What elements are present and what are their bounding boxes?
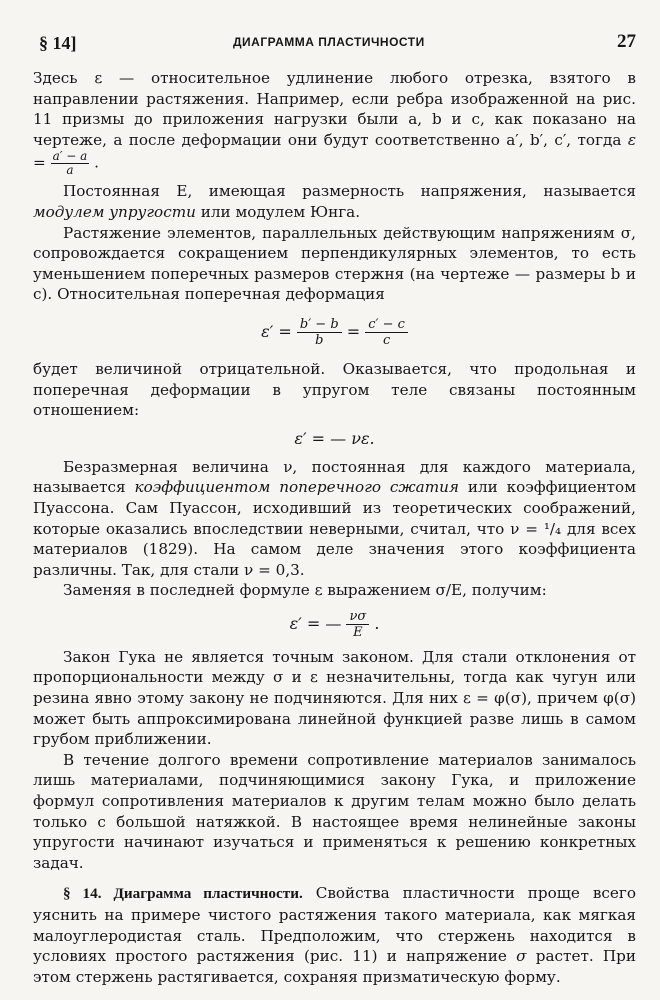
term-poisson: коэффициентом поперечного сжатия [134,478,459,497]
paragraph-lateral-strain: Растяжение элементов, параллельных действующим напряжениям σ, сопровождается сокращением перпендикулярных элементов, то есть уменьшением поперечных размеров стержня (на чертеже — размеры b и c). Относительная поперечная деформация [33,223,636,304]
formula-lateral-strain: ε′ = $\frac{b' - b}{b}$ = $\frac{c' - c}{c}$ [33,309,636,355]
paragraph-nonlinear: В течение долгого времени сопротивление материалов занималось лишь материалами, подчиняющимися закону Гука, и приложение формул сопротивления материалов к другим телам можно было делать только с большой натяжкой. В настоящее время нелинейные законы упругости начинают изучаться и применяться к решению конкретных задач. [33,750,636,872]
page-header [33,28,636,68]
paragraph-young-modulus: Постоянная E, имеющая размерность напряжения, называется модулем упругости или модулем Юнга. [33,182,636,221]
paragraph-substitution: Заменяя в последней формуле ε выражением σ/E, получим: [63,581,547,600]
page-number: 27 [617,31,636,52]
header-section: § 14] [39,33,77,53]
strain-fraction: $\frac{a' - a}{a}$ [52,149,88,178]
paragraph-negative-strain: будет величиной отрицательной. Оказывается, что продольная и поперечная деформации в упругом теле связаны постоянным отношением: [33,359,636,420]
paragraph-strain-definition: Здесь ε — относительное удлинение любого отрезка, взятого в направлении растяжения. Например, если ребра изображенной на рис. 11 призмы до приложения нагрузки были a, b и c, как показано на чертеже, а после деформации они будут соответственно a′, b′, c′, тогда ε = $\frac{a' - a}{a}$ . [33,69,637,178]
section-heading: § 14. Диаграмма пластичности. [63,885,303,903]
header-title: ДИАГРАММА ПЛАСТИЧНОСТИ [233,35,425,49]
term-young-modulus: модулем упругости [33,202,196,221]
paragraph-poisson-ratio: Безразмерная величина ν, постоянная для каждого материала, называется коэффициентом поперечного сжатия или коэффициентом Пуассона. Сам Пуассон, исходивший из теоретических соображений, которые оказались впоследствии неверными, считал, что ν = ¹/₄ для всех материалов (1829). На самом деле значения этого коэффициента различны. Так, для стали ν = 0,3. [33,457,637,579]
paragraph-hooke-law: Закон Гука не является точным законом. Для стали отклонения от пропорциональности между σ и ε незначительны, тогда как чугун или резина явно этому закону не подчиняются. Для них ε = φ(σ), причем φ(σ) может быть аппроксимирована линейной функцией разве лишь в самом грубом приближении. [33,647,636,749]
formula-poisson: ε′ = — νε. [294,428,375,448]
formula-stress-strain: ε′ = — $\frac{\nu\sigma}{E}$ . [289,608,380,640]
paragraph-plasticity-diagram: § 14. Диаграмма пластичности. Свойства пластичности проще всего уяснить на примере чистого растяжения такого материала, как мягкая малоуглеродистая сталь. Предположим, что стержень находится в условиях простого растяжения (рис. 11) и напряжение σ растет. При этом стержень растягивается, сохраняя призматическую форму. [33,884,637,986]
